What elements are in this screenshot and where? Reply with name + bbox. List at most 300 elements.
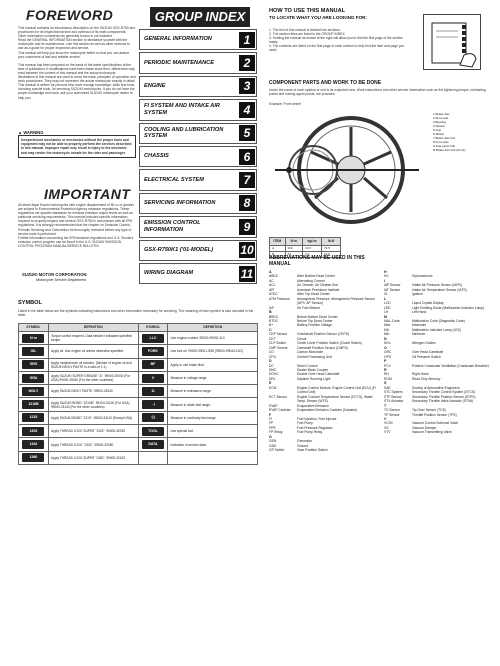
abbr-value: Battery Positive Voltage <box>297 323 332 328</box>
group-index-number: 6 <box>239 149 255 165</box>
abbr-key: CKP Sensor <box>269 332 288 337</box>
abbr-value: Right Hand <box>412 372 429 377</box>
warning-label: ▲ WARNING <box>18 130 44 135</box>
group-index-number: 2 <box>239 55 255 71</box>
group-index-item[interactable] <box>139 76 257 97</box>
torque-cell: 23 <box>285 252 303 258</box>
howto-title: HOW TO USE THIS MANUAL <box>269 8 346 14</box>
abbr-value: Engine Control Module, Engine Control Unit (ECU) (FI Control Unit) <box>297 385 376 395</box>
group-index-label: PERIODIC MAINTENANCE <box>144 59 214 66</box>
abbr-value: Direct Current <box>297 363 318 368</box>
group-index-item[interactable] <box>139 123 257 144</box>
abbr-key: T <box>384 403 387 408</box>
symbol-th: DEFINITION <box>48 324 138 332</box>
abbr-key: OPS <box>384 354 391 359</box>
abbr-entry <box>269 297 377 306</box>
symbol-row <box>19 345 258 358</box>
abbr-value: Secondary Throttle Control System (STCS) <box>412 390 476 395</box>
symbol-cell <box>19 451 49 464</box>
group-index-number: 1 <box>239 32 255 48</box>
symbol-cell <box>19 438 49 451</box>
group-index-number: 7 <box>239 172 255 188</box>
symbol-cell <box>19 358 49 371</box>
symbol-th: DEFINITION <box>168 324 258 332</box>
symbol-cell <box>138 398 168 411</box>
component-example: Example: Front wheel <box>269 102 301 106</box>
abbr-value: Evaporative Emission <box>297 403 329 408</box>
group-index-label: WIRING DIAGRAM <box>144 270 194 277</box>
symbol-row <box>19 451 258 464</box>
abbr-value: Generator <box>297 439 312 444</box>
abbr-key: DMC <box>269 367 277 372</box>
group-index-item[interactable] <box>139 99 257 120</box>
symbol-definition: Measure in diode test range. <box>168 398 258 411</box>
legend-item: 8 Front axle <box>433 140 449 144</box>
abbr-key: PCV <box>384 363 391 368</box>
abbr-value: Air Fuel Mixture <box>297 305 321 310</box>
symbol-row <box>19 425 258 438</box>
symbol-definition: Measure in resistance range. <box>168 385 258 398</box>
torque-cell: 2.3 <box>303 252 322 258</box>
abbr-value: Fuel Injection, Fuel Injector <box>297 416 337 421</box>
abbr-key: LCD <box>384 301 391 306</box>
group-index-item[interactable] <box>139 146 257 167</box>
foreword-para: Read the GENERAL INFORMATION section to familiarize yourself with the motorcycle and its maintenance. Use this section as well as other sections to use as a guide for proper inspection and service. <box>18 38 130 51</box>
foreword-bullet: Illustrations in this manual are used to show the basic principles of operation and work procedures. They may not represent the actual motorcycle exactly in detail. <box>18 75 136 84</box>
legend-item: 7 Brake disc bolt <box>433 136 456 140</box>
abbr-value: Fuel Pump <box>297 421 313 426</box>
legend-item: 2 Dust seal <box>433 116 449 120</box>
abbr-value: Malfunction Indicator Lamp (LED) <box>412 327 462 332</box>
abbr-value: Intake Air Pressure Sensor (IAPS) <box>412 283 462 288</box>
legend-item: 5 Axle <box>433 128 442 132</box>
howto-step: 1. The text of this manual is divided into sections. <box>269 28 341 32</box>
symbol-cell <box>138 345 168 358</box>
abbr-value: After Top Dead Center <box>297 292 330 297</box>
symbol-intro: Listed in the table below are the symbols indicating instructions and other information necessary for servicing. The meaning of each symbol is also included in the table. <box>18 309 254 318</box>
important-para: Further information concerning the EPA emission regulations and U.S. Suzuki's emission control program can be found in the U.S. SUZUKI EMISSION CONTROL PROGRAM MANUAL/SERVICE BULLETIN. <box>18 235 134 248</box>
company-name: SUZUKI MOTOR CORPORATION <box>22 272 87 277</box>
group-index-item[interactable] <box>139 193 257 214</box>
symbol-definition: Use special tool. <box>168 425 258 438</box>
abbr-key: API <box>269 287 275 292</box>
symbol-definition: Measure in continuity test range. <box>168 411 258 424</box>
abbr-key: Min <box>384 332 390 337</box>
abbr-key: Max <box>384 323 391 328</box>
symbol-definition: Apply oil. Use engine oil unless otherwise specified. <box>48 345 138 358</box>
legend-item: A Axle pinch bolt <box>433 144 456 148</box>
abbr-key: STV Actuator <box>384 399 404 404</box>
abbr-value: Throttle Position Sensor (TPS) <box>412 412 457 417</box>
foreword-bullet: This manual is written for persons who have enough knowledge, skills and tools, including special tools, for servicing SUZUKI motorcycles. If you do not have the proper knowledge and tools, ask your authorized SUZUKI motorcycle dealer to help you. <box>18 83 136 100</box>
abbr-value: Engine Coolant Temperature Sensor (ECTS), Water Temp. Sensor (WTS) <box>297 394 373 404</box>
abbr-key: TO Sensor <box>384 408 400 413</box>
abbr-value: Before Bottom Dead Center <box>297 314 338 319</box>
group-index-label: GSX-R750K1 ('01-MODEL) <box>144 247 214 254</box>
symbol-definition: Apply THREAD LOCK "1342". 99000-32050 <box>48 438 138 451</box>
abbr-key: M <box>384 314 387 319</box>
abbr-key: CO <box>269 350 274 355</box>
torque-cell: B <box>270 252 286 258</box>
symbol-cell <box>19 425 49 438</box>
abbr-key: SAE <box>384 385 391 390</box>
abbr-key: N <box>384 336 387 341</box>
abbr-key: ATM Pressure <box>269 296 290 301</box>
group-index-label: CHASSIS <box>144 153 169 160</box>
symbol-cell <box>19 411 49 424</box>
hand-holding-manual-icon <box>424 15 480 69</box>
symbol-cell <box>138 438 168 451</box>
abbr-value: Vacuum Transmitting Valve <box>412 430 452 435</box>
abbr-key: IAT Sensor <box>384 287 401 292</box>
group-index <box>139 7 261 285</box>
abbr-value: Light Emitting Diode (Malfunction Indicator Lamp) <box>412 305 485 310</box>
abbr-key: DOHC <box>269 372 279 377</box>
abbr-entry <box>269 448 377 452</box>
abbr-value: Daytime Running Light <box>297 376 331 381</box>
symbol-definition: Indication of service data. <box>168 438 258 451</box>
howto-step: 2. The section titles are listed in the GROUP INDEX. <box>269 32 346 37</box>
abbr-key: D <box>269 359 272 364</box>
symbol-definition: Apply SUZUKI BOND "1216B". 99104-31140 (For USA) 99000-31140 (For the other countries) <box>48 398 138 411</box>
symbol-title: SYMBOL <box>18 300 42 306</box>
abbr-key: TP Sensor <box>384 412 400 417</box>
wheel-legend <box>433 112 465 152</box>
symbol-cell <box>19 385 49 398</box>
group-index-label: FI SYSTEM AND INTAKE AIR SYSTEM <box>144 103 220 116</box>
abbr-key: CKT <box>269 336 276 341</box>
abbr-key: IG <box>384 292 388 297</box>
abbr-value: American Petroleum Institute <box>297 287 340 292</box>
abbr-value: Left Hand <box>412 310 427 315</box>
symbol-th: SYMBOL <box>19 324 49 332</box>
continuity-icon: •)) <box>142 413 164 422</box>
warning-text: Inexperienced mechanics or mechanics without the proper tools and equipment may not be able to properly perform the services described in this manual. Improper repair may result in injury to the mechanic and may render the motorcycle unsafe for the rider and passenger. <box>18 135 136 157</box>
abbr-value: Malfunction Code (Diagnostic Code) <box>412 318 465 323</box>
important-body <box>18 203 136 248</box>
abbr-value: Secondary Throttle Position Sensor (STPS) <box>412 394 476 399</box>
torque-th: kgf-m <box>303 238 322 246</box>
symbol-cell <box>138 451 168 464</box>
abbr-value: Nitrogen Oxides <box>412 341 436 346</box>
abbr-key: FPR <box>269 425 276 430</box>
abbr-value: Society of Automotive Engineers <box>412 385 460 390</box>
abbr-key: FP <box>269 421 274 426</box>
abbr-entry <box>269 395 377 404</box>
grease-icon: GRS <box>22 360 44 369</box>
group-index-number: 9 <box>239 219 255 235</box>
group-index-number: 10 <box>240 243 254 258</box>
abbr-key: AC <box>269 278 274 283</box>
torque-cell: 16.5 <box>322 252 341 258</box>
lock-1360-icon: 1360 <box>22 453 44 462</box>
abbr-value: Minimum <box>412 332 426 337</box>
symbol-definition: Apply SUZUKI BOND "1215". 99000-31110 (Except USA) <box>48 411 138 424</box>
symbol-definition: Torque control required. Data beside it indicates specified torque. <box>48 332 138 345</box>
foreword-title: FOREWORD <box>26 7 114 23</box>
symbol-row <box>19 398 258 411</box>
abbr-key: B <box>269 310 272 315</box>
abbr-value: Vacuum Control Solenoid Valve <box>412 421 459 426</box>
howto-step: 3. Holding the manual as shown at the right will allow you to find the first page of the section easily. <box>269 36 403 45</box>
abbr-key: B+ <box>269 323 274 328</box>
group-index-item[interactable] <box>139 169 257 190</box>
lock-1303-icon: 1303 <box>22 427 44 436</box>
abbr-key: BTDC <box>269 318 278 323</box>
fork-oil-icon: FORK <box>142 347 164 356</box>
abbr-key: DRL <box>269 376 276 381</box>
abbr-key: FP Relay <box>269 430 283 435</box>
symbol-row <box>19 385 258 398</box>
abbr-key: ECM <box>269 385 277 390</box>
abbr-value: Intake Air Temperature Sensor (IATS) <box>412 287 467 292</box>
abbr-value: Before Top Dead Center <box>297 318 333 323</box>
abbr-key: P <box>384 359 387 364</box>
abbr-value: Atmospheric Pressure, Atmospheric Pressure Sensor (APS, AP Sensor) <box>297 296 375 306</box>
moly-paste-icon: MOLY <box>22 387 44 396</box>
legend-item: 3 Bearing <box>433 120 446 124</box>
howto-step: 4. The contents are listed on the first page of each section to help find the item and page you need. <box>269 44 405 53</box>
abbr-key: VTV <box>384 430 391 435</box>
abbr-value: Crankshaft Position Sensor (CKPS) <box>297 332 350 337</box>
warning-tag-text: WARNING <box>23 130 44 135</box>
torque-cell: A <box>270 246 286 252</box>
group-index-number: 3 <box>239 78 255 94</box>
abbr-value: Hydrocarbons <box>412 274 433 279</box>
torque-th: ITEM <box>270 238 286 246</box>
foreword-body <box>18 26 136 100</box>
abbr-key: MIL <box>384 327 390 332</box>
abbr-key: STP Sensor <box>384 394 402 399</box>
abbr-value: Evaporative Emission Canister (Canister) <box>297 408 358 413</box>
diode-icon: →| <box>142 400 164 409</box>
abbr-key: LED <box>384 305 391 310</box>
group-index-number: 4 <box>239 102 255 118</box>
abbr-entry <box>384 430 492 434</box>
special-tool-icon: TOOL <box>142 427 164 436</box>
abbr-value: Positive Crankcase Ventilation (Crankcase Breather) <box>412 363 489 368</box>
abbr-key: STC System <box>384 390 403 395</box>
abbr-key: VS <box>384 425 389 430</box>
legend-item: 6 Wheel <box>433 132 445 136</box>
symbol-definition <box>168 451 258 464</box>
abbr-key: C <box>269 327 272 332</box>
abbr-key: CPU <box>269 354 276 359</box>
group-index-item[interactable] <box>139 216 257 237</box>
abbr-value: Oil Pressure Switch <box>412 354 441 359</box>
abbr-key: ECT Sensor <box>269 394 287 399</box>
legend-item: B Brake disc bolt (Front) <box>433 148 466 152</box>
ll-coolant-icon: LLC <box>142 334 164 343</box>
abbr-key: R <box>384 367 387 372</box>
abbr-key: VCSV <box>384 421 393 426</box>
company-dept: Motorcycle Service Department <box>36 278 87 282</box>
torque-icon: N·m <box>22 334 44 343</box>
group-index-number: 5 <box>239 125 255 141</box>
important-title: IMPORTANT <box>44 186 131 202</box>
bond-1215-icon: 1215 <box>22 413 44 422</box>
abbr-value: Double Over Head Camshaft <box>297 372 340 377</box>
abbr-value: Carbon Monoxide <box>297 350 324 355</box>
abbr-key: H <box>384 270 387 274</box>
symbol-definition: Apply THREAD LOCK SUPER "1360". 99000-32130 <box>48 451 138 464</box>
important-para: All street-legal Suzuki motorcycles with engine displacement of 50 cc or greater are subject to Environmental Protection Agency emission regulations. These regulations set specific standards for exhaust emission output levels as well as particular servicing requirements. This manual includes specific information required to properly inspect and service GSX-R750 in accordance with all EPA regulations. It is strongly recommended that the chapter on Emission Control, Periodic Servicing and Carburetion be thoroughly reviewed before any type of service work is performed. <box>18 203 134 236</box>
abbr-key: IAP Sensor <box>384 283 401 288</box>
symbol-cell <box>138 332 168 345</box>
abbr-value: After Bottom Dead Center <box>297 274 335 279</box>
symbol-row <box>19 358 258 371</box>
symbol-cell <box>19 332 49 345</box>
voltmeter-icon: V <box>142 374 164 383</box>
abbr-key: DC <box>269 363 274 368</box>
abbr-key: GEN <box>269 439 277 444</box>
group-index-label: COOLING AND LUBRICATION SYSTEM <box>144 126 224 140</box>
symbol-row <box>19 371 258 384</box>
symbol-cell <box>19 345 49 358</box>
abbr-value: Ignition <box>412 292 423 297</box>
symbol-cell <box>138 371 168 384</box>
symbol-definition: Apply SUZUKI SUPER GREASE "A". 99000-25030 (For USA) 99000-25010 (For the other countries) <box>48 371 138 384</box>
abbr-value: Air Cleaner, Air Cleaner Box <box>297 283 339 288</box>
abbr-key: ATDC <box>269 292 278 297</box>
data-icon: DATA <box>142 440 164 449</box>
abbr-key: EVAP Canister <box>269 408 291 413</box>
symbol-cell <box>138 425 168 438</box>
abbr-title: ABBREVIATIONS MAY BE USED IN THIS MANUAL <box>269 255 365 268</box>
abbr-key: RH <box>384 372 389 377</box>
abbr-key: NOx <box>384 341 391 346</box>
abbr-key: ACL <box>269 283 276 288</box>
ohmmeter-icon: Ω <box>142 387 164 396</box>
symbol-row <box>19 411 258 424</box>
abbr-key: GND <box>269 443 277 448</box>
abbr-value: Fuel Pressure Regulator <box>297 425 333 430</box>
abbr-key: ROM <box>384 376 392 381</box>
group-index-number: 8 <box>239 195 255 211</box>
torque-cell: 10.0 <box>303 246 322 252</box>
front-wheel-diagram <box>269 108 491 238</box>
group-index-label: EMISSION CONTROL INFORMATION <box>144 220 201 233</box>
abbr-key: L <box>384 296 387 301</box>
abbr-value: Read Only Memory <box>412 376 441 381</box>
abbr-key: MAL-Code <box>384 318 400 323</box>
abbr-value: Central Processing Unit <box>297 354 332 359</box>
abbr-value: Tip-Over Sensor (TOS) <box>412 408 446 413</box>
component-text: Under the name of each system or unit is its exploded view. Work instructions and other service information such as the tightening torque, lubricating points and locking agent points, are provided. <box>269 88 486 97</box>
abbr-key: F <box>269 412 272 417</box>
group-index-title: GROUP INDEX <box>150 7 250 27</box>
abbr-value: Liquid Crystal Display <box>412 301 444 306</box>
warning-block <box>18 130 136 158</box>
abbr-value: Secondary Throttle Valve Actuator (STVA) <box>412 399 474 404</box>
super-grease-icon: GRA <box>22 374 44 383</box>
symbol-cell <box>19 398 49 411</box>
symbol-definition: Apply SUZUKI MOLY PASTE. 99000-25140 <box>48 385 138 398</box>
oil-icon: OIL <box>22 347 44 356</box>
abbr-value: Circuit <box>297 336 307 341</box>
symbol-row <box>19 332 258 345</box>
abbr-key: O <box>384 345 387 350</box>
foreword-para: Other information considered as generally known is not included. <box>18 34 113 39</box>
foreword-para: This manual contains an introductory description on the SUZUKI GSX-R750 and procedures for its inspection/service and overhaul of its main components. <box>18 26 136 35</box>
group-index-label: SERVICING INFORMATION <box>144 200 216 207</box>
abbr-key: I <box>384 278 385 283</box>
abbr-value: Camshaft Position Sensor (CMPS) <box>297 345 348 350</box>
abbr-value: Maximum <box>412 323 427 328</box>
torque-cell: 72.5 <box>322 246 341 252</box>
abbr-column-left <box>269 270 377 453</box>
torque-th: lb-ft <box>322 238 341 246</box>
abbr-value: Clutch Lever Position Switch (Clutch Switch) <box>297 341 362 346</box>
lock-1342-icon: 1342 <box>22 440 44 449</box>
abbr-key: BBDC <box>269 314 279 319</box>
bond-1216b-icon: 1216B <box>22 400 44 409</box>
abbr-key: FI <box>269 416 272 421</box>
exploded-wheel-diagram <box>269 108 429 230</box>
abbr-key: HC <box>384 274 389 279</box>
abbr-key: OHC <box>384 350 392 355</box>
torque-cell: 100 <box>285 246 303 252</box>
group-index-label: ELECTRICAL SYSTEM <box>144 176 204 183</box>
abbr-value: Alternating Current <box>297 278 325 283</box>
symbol-cell <box>138 385 168 398</box>
abbr-key: S <box>384 381 387 386</box>
symbol-definition: Measure in voltage range. <box>168 371 258 384</box>
abbr-key: E <box>269 381 272 386</box>
group-index-item[interactable] <box>139 263 257 284</box>
abbr-value: Ground <box>297 443 308 448</box>
symbol-definition: Use engine coolant. 99000-99032-11X <box>168 332 258 345</box>
symbol-definition: Apply molybdenum oil solution. (Mixture of engine oil and SUZUKI MOLY PASTE in a ratio of 1:1) <box>48 358 138 371</box>
torque-th: N·m <box>285 238 303 246</box>
abbr-value: Dealer Mode Coupler <box>297 367 329 372</box>
component-title: COMPONENT PARTS AND WORK TO BE DONE <box>269 80 382 86</box>
abbr-value: Fuel Pump Relay <box>297 430 323 435</box>
abbr-value: Over Head Camshaft <box>412 350 443 355</box>
group-index-label: ENGINE <box>144 83 166 90</box>
abbr-key: LH <box>384 310 389 315</box>
symbol-cell <box>138 411 168 424</box>
symbol-cell <box>19 371 49 384</box>
abbr-key: CLP Switch <box>269 341 286 346</box>
abbr-key: ABDC <box>269 274 279 279</box>
group-index-number: 11 <box>240 266 254 281</box>
abbr-key: GP Switch <box>269 448 285 453</box>
abbr-key: A <box>269 270 272 274</box>
foreword-bullet: This manual has been prepared on the basis of the latest specifications at the time of publication. If modifications have been made since then, differences may exist between the content of this manual and the actual motorcycle. <box>18 62 135 75</box>
group-index-label: GENERAL INFORMATION <box>144 36 212 43</box>
symbol-th: SYMBOL <box>138 324 168 332</box>
howto-steps <box>269 28 409 53</box>
howto-subtitle: TO LOCATE WHAT YOU ARE LOOKING FOR: <box>269 15 367 20</box>
abbr-entry <box>269 386 377 395</box>
abbr-key: EVAP <box>269 403 278 408</box>
abbr-key: A/F <box>269 305 275 310</box>
brake-fluid-icon: BF <box>142 360 164 369</box>
group-index-item[interactable] <box>139 52 257 73</box>
legend-item: 1 Brake disc <box>433 112 450 116</box>
group-index-item[interactable] <box>139 29 257 50</box>
group-index-item[interactable] <box>139 240 257 261</box>
symbol-definition: Apply THREAD LOCK SUPER "1303". 99000-32030 <box>48 425 138 438</box>
abbr-column-right <box>384 270 492 435</box>
abbr-value: Vacuum Damper <box>412 425 437 430</box>
symbol-definition: Use fork oil. 99000-99001-SS8 (99000-99044-10G) <box>168 345 258 358</box>
symbol-cell <box>138 358 168 371</box>
abbr-key: V <box>384 416 387 421</box>
symbol-row <box>19 438 258 451</box>
foreword-para: This manual will help you know the motorcycle better so that you can assure your customers of fast and reliable service. <box>18 50 130 59</box>
